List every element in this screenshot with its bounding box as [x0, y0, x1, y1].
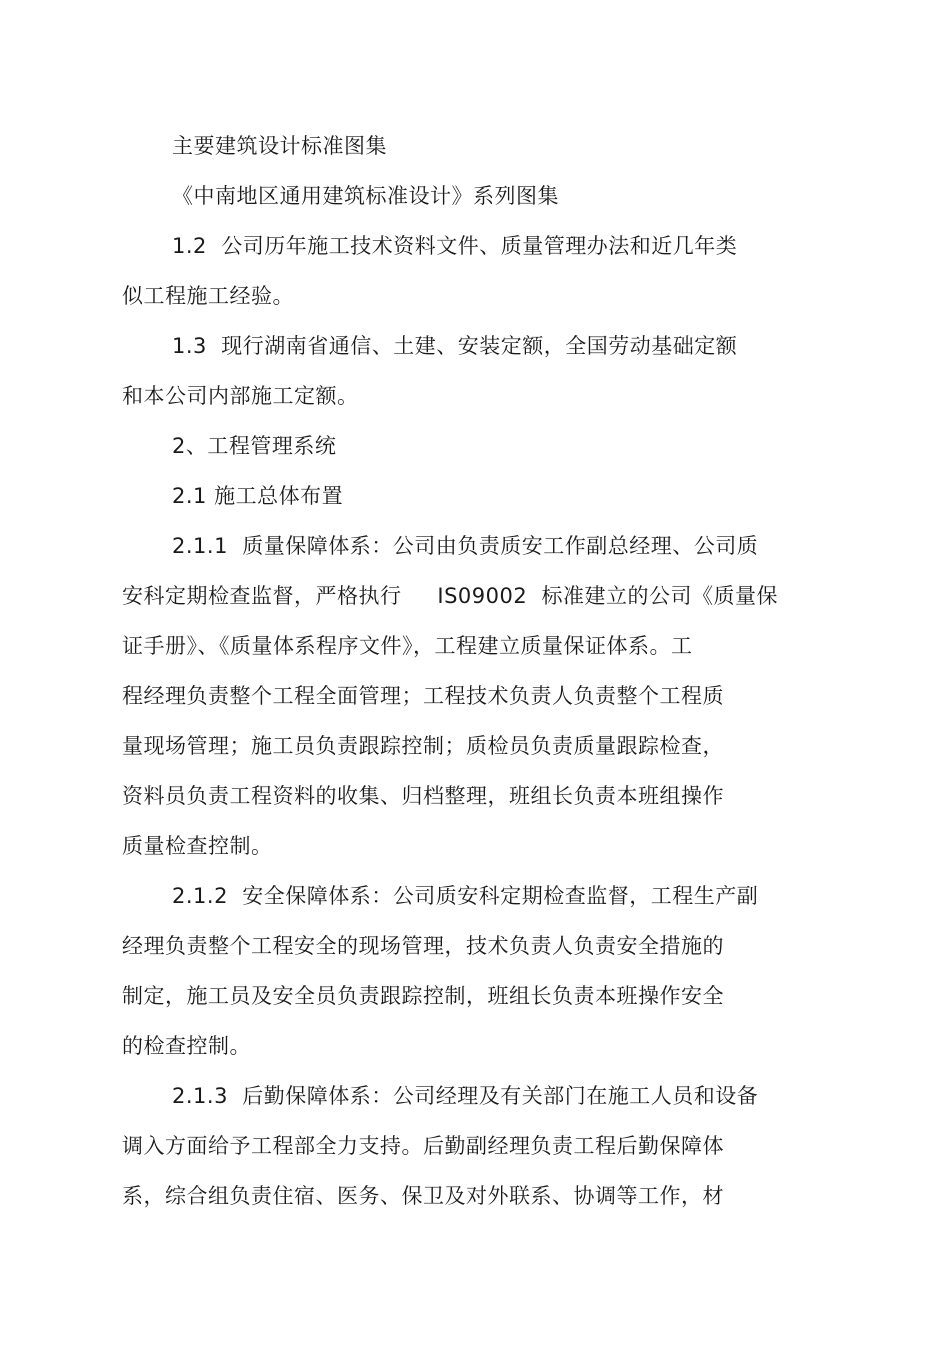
- section-2-1-1-line-2: 安科定期检查监督，严格执行 IS09002 标准建立的公司《质量保: [122, 584, 779, 608]
- section-2-1-2-line-2: 经理负责整个工程安全的现场管理，技术负责人负责安全措施的: [122, 934, 724, 958]
- section-2-1-2-line-3: 制定，施工员及安全员负责跟踪控制，班组长负责本班操作安全: [122, 984, 724, 1008]
- heading-section-2-1: 2.1 施工总体布置: [172, 484, 344, 508]
- section-2-1-1-line-1: 2.1.1 质量保障体系：公司由负责质安工作副总经理、公司质: [172, 534, 759, 558]
- heading-section-2: 2、工程管理系统: [172, 434, 337, 458]
- section-1-2-line-2: 似工程施工经验。: [122, 284, 294, 308]
- section-1-3-line-2: 和本公司内部施工定额。: [122, 384, 359, 408]
- section-2-1-1-line-6: 资料员负责工程资料的收集、归档整理，班组长负责本班组操作: [122, 784, 724, 808]
- text-line: 《中南地区通用建筑标准设计》系列图集: [172, 184, 559, 208]
- section-2-1-2-line-4: 的检查控制。: [122, 1034, 251, 1058]
- section-2-1-3-line-2: 调入方面给予工程部全力支持。后勤副经理负责工程后勤保障体: [122, 1134, 724, 1158]
- section-1-2-line-1: 1.2 公司历年施工技术资料文件、质量管理办法和近几年类: [172, 234, 738, 258]
- section-2-1-1-line-3: 证手册》、《质量体系程序文件》，工程建立质量保证体系。工: [122, 634, 693, 658]
- section-2-1-3-line-3: 系，综合组负责住宿、医务、保卫及对外联系、协调等工作，材: [122, 1184, 724, 1208]
- section-2-1-1-line-5: 量现场管理；施工员负责跟踪控制；质检员负责质量跟踪检查，: [122, 734, 724, 758]
- section-1-3-line-1: 1.3 现行湖南省通信、土建、安装定额，全国劳动基础定额: [172, 334, 738, 358]
- section-2-1-1-line-7: 质量检查控制。: [122, 834, 273, 858]
- section-2-1-1-line-4: 程经理负责整个工程全面管理；工程技术负责人负责整个工程质: [122, 684, 724, 708]
- section-2-1-2-line-1: 2.1.2 安全保障体系：公司质安科定期检查监督，工程生产副: [172, 884, 759, 908]
- section-2-1-3-line-1: 2.1.3 后勤保障体系：公司经理及有关部门在施工人员和设备: [172, 1084, 759, 1108]
- heading-standard-atlas: 主要建筑设计标准图集: [172, 134, 387, 158]
